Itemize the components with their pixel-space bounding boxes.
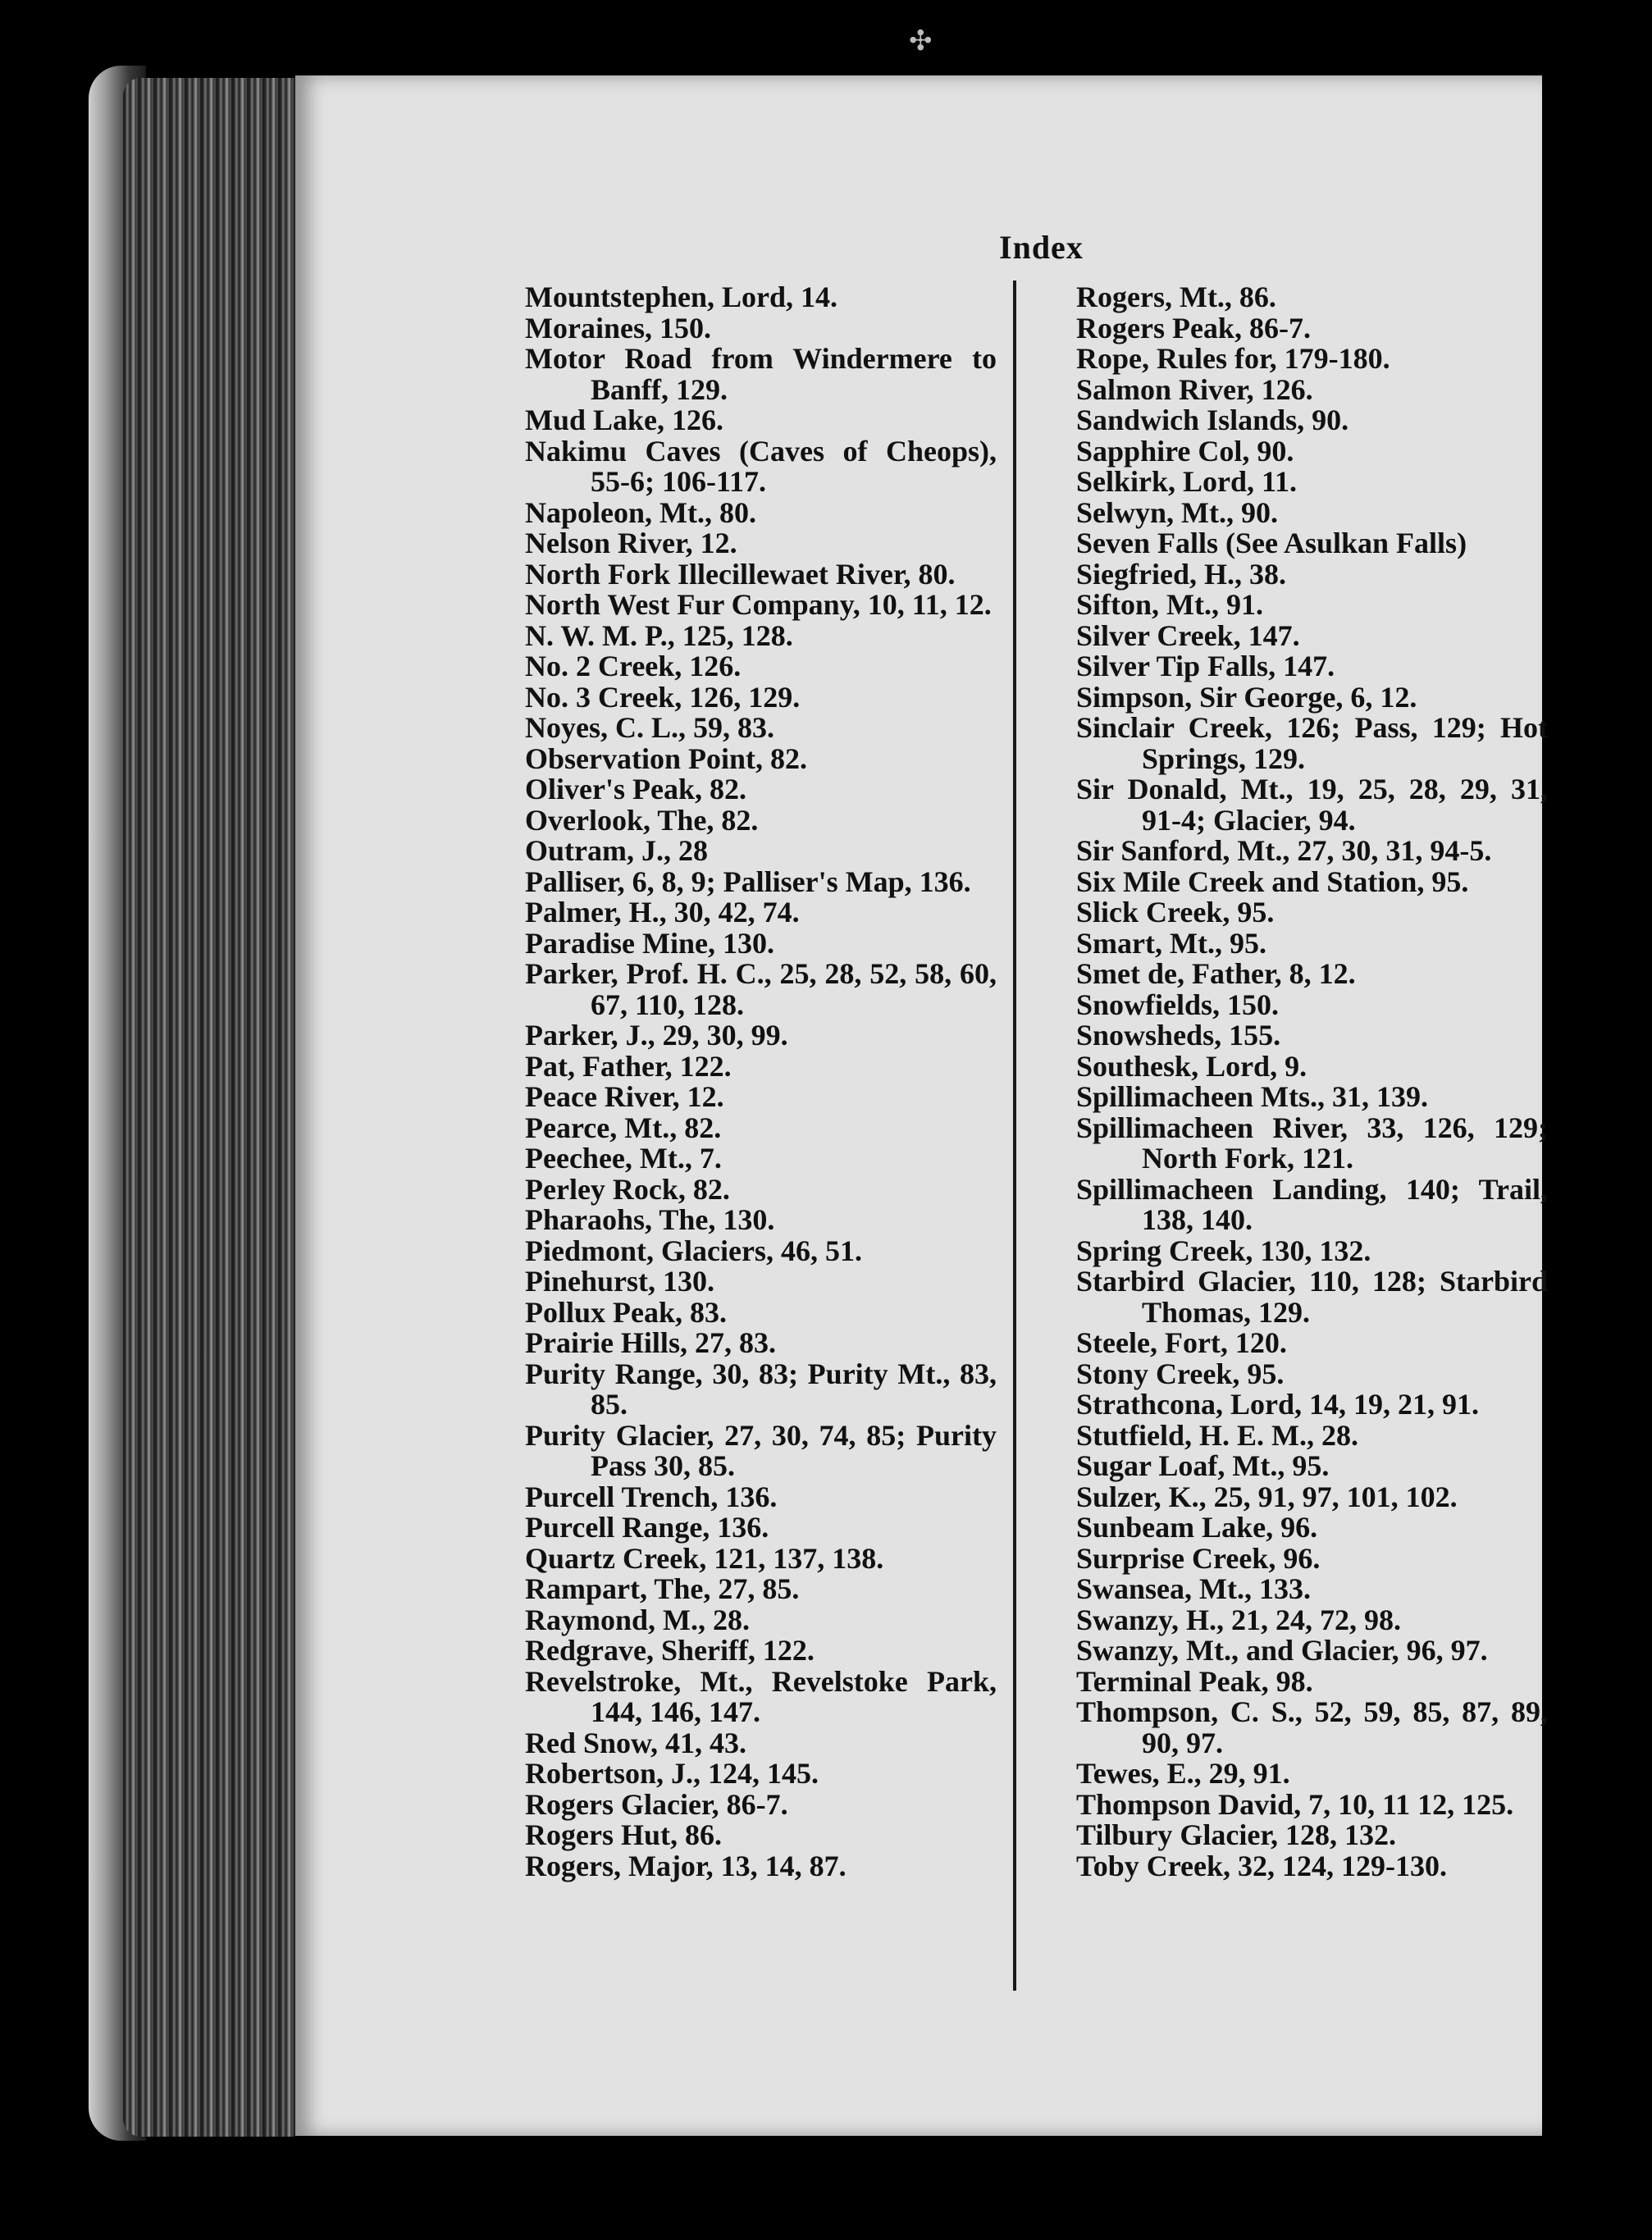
- index-entry: Paradise Mine, 130.: [525, 926, 774, 960]
- page-edges: [123, 78, 295, 2137]
- index-entry: Napoleon, Mt., 80.: [525, 495, 756, 529]
- index-entry: Purity Range, 30, 83; Purity Mt., 83, 85.: [525, 1357, 997, 1421]
- index-entry: Pat, Father, 122.: [525, 1049, 732, 1083]
- index-entry: Rope, Rules for, 179-180.: [1076, 342, 1390, 375]
- index-entry: Prairie Hills, 27, 83.: [525, 1326, 776, 1359]
- index-entry: Tewes, E., 29, 91.: [1076, 1757, 1290, 1790]
- index-entry: Steele, Fort, 120.: [1076, 1326, 1287, 1359]
- index-entry: Silver Creek, 147.: [1076, 618, 1300, 652]
- index-entry: Parker, Prof. H. C., 25, 28, 52, 58, 60, 67, 110, 128.: [525, 957, 997, 1021]
- index-entry: Slick Creek, 95.: [1076, 896, 1275, 928]
- index-entry: Spillimacheen River, 33, 126, 129; North Fork, 121.: [1076, 1111, 1548, 1175]
- index-entry: Swansea, Mt., 133.: [1076, 1572, 1311, 1605]
- index-entry: North West Fur Company, 10, 11, 12.: [525, 588, 992, 621]
- index-entry: Sandwich Islands, 90.: [1076, 404, 1349, 436]
- index-entry: Tilbury Glacier, 128, 132.: [1076, 1818, 1397, 1851]
- index-entry: Salmon River, 126.: [1076, 372, 1313, 406]
- column-divider: [1013, 281, 1016, 1991]
- index-entry: Rogers Hut, 86.: [525, 1818, 722, 1851]
- index-entry: Sir Sanford, Mt., 27, 30, 31, 94-5.: [1076, 834, 1492, 867]
- index-entry: Toby Creek, 32, 124, 129-130.: [1076, 1849, 1448, 1882]
- index-entry: Noyes, C. L., 59, 83.: [525, 711, 774, 744]
- index-entry: Spring Creek, 130, 132.: [1076, 1234, 1371, 1267]
- index-entry: Nakimu Caves (Caves of Cheops), 55-6; 106-117.: [525, 434, 997, 498]
- index-entry: Quartz Creek, 121, 137, 138.: [525, 1541, 884, 1575]
- index-entry: Mountstephen, Lord, 14.: [525, 281, 838, 313]
- index-entry: Sinclair Creek, 126; Pass, 129; Hot Springs, 129.: [1076, 711, 1548, 775]
- index-entry: Red Snow, 41, 43.: [525, 1726, 747, 1759]
- index-entry: Rogers Peak, 86-7.: [1076, 311, 1311, 344]
- index-entry: Moraines, 150.: [525, 311, 711, 344]
- index-entry: No. 2 Creek, 126.: [525, 650, 742, 682]
- index-entry: Piedmont, Glaciers, 46, 51.: [525, 1234, 862, 1267]
- index-entry: Sapphire Col, 90.: [1076, 434, 1294, 468]
- index-entry: Palliser, 6, 8, 9; Palliser's Map, 136.: [525, 865, 971, 898]
- index-entry: Seven Falls (See Asulkan Falls): [1076, 527, 1467, 559]
- index-entry: Redgrave, Sheriff, 122.: [525, 1634, 815, 1667]
- index-entry: Perley Rock, 82.: [525, 1172, 730, 1206]
- index-entry: Smet de, Father, 8, 12.: [1076, 957, 1356, 990]
- index-entry: Pollux Peak, 83.: [525, 1295, 728, 1329]
- index-entry: Sulzer, K., 25, 91, 97, 101, 102.: [1076, 1480, 1458, 1513]
- index-entry: Pearce, Mt., 82.: [525, 1111, 722, 1144]
- index-entry: Spillimacheen Landing, 140; Trail, 138, 140.: [1076, 1172, 1548, 1236]
- index-entry: Robertson, J., 124, 145.: [525, 1757, 819, 1790]
- index-entry: Smart, Mt., 95.: [1076, 926, 1266, 960]
- index-entry: Motor Road from Windermere to Banff, 129.: [525, 342, 997, 406]
- index-entry: Rampart, The, 27, 85.: [525, 1572, 800, 1605]
- index-entry: Spillimacheen Mts., 31, 139.: [1076, 1080, 1428, 1113]
- index-entry: Silver Tip Falls, 147.: [1076, 650, 1335, 682]
- index-entry: Rogers, Major, 13, 14, 87.: [525, 1849, 847, 1882]
- index-entry: Oliver's Peak, 82.: [525, 773, 746, 805]
- index-column-right: [1076, 282, 1548, 1882]
- index-entry: Snowfields, 150.: [1076, 988, 1280, 1021]
- index-entry: Sir Donald, Mt., 19, 25, 28, 29, 31, 91-4; Glacier, 94.: [1076, 773, 1548, 837]
- index-entry: Swanzy, H., 21, 24, 72, 98.: [1076, 1603, 1402, 1636]
- index-entry: Swanzy, Mt., and Glacier, 96, 97.: [1076, 1634, 1488, 1667]
- index-entry: Nelson River, 12.: [525, 527, 737, 559]
- index-entry: Raymond, M., 28.: [525, 1603, 751, 1636]
- index-entry: Sifton, Mt., 91.: [1076, 588, 1263, 621]
- index-entry: North Fork Illecillewaet River, 80.: [525, 557, 956, 591]
- index-entry: N. W. M. P., 125, 128.: [525, 618, 793, 652]
- index-entry: Siegfried, H., 38.: [1076, 557, 1286, 591]
- index-entry: Rogers, Mt., 86.: [1076, 281, 1276, 313]
- index-column-left: [525, 282, 997, 1882]
- index-entry: Sugar Loaf, Mt., 95.: [1076, 1449, 1330, 1482]
- index-entry: Thompson, C. S., 52, 59, 85, 87, 89, 90, 97.: [1076, 1695, 1548, 1759]
- index-entry: Six Mile Creek and Station, 95.: [1076, 865, 1469, 898]
- index-entry: Rogers Glacier, 86-7.: [525, 1787, 788, 1821]
- index-entry: Snowsheds, 155.: [1076, 1019, 1281, 1052]
- index-entry: Southesk, Lord, 9.: [1076, 1049, 1307, 1083]
- index-entry: Thompson David, 7, 10, 11 12, 125.: [1076, 1787, 1514, 1821]
- index-entry: Outram, J., 28: [525, 834, 708, 867]
- index-entry: Selkirk, Lord, 11.: [1076, 465, 1298, 498]
- index-entry: Sunbeam Lake, 96.: [1076, 1511, 1318, 1544]
- index-entry: Stutfield, H. E. M., 28.: [1076, 1418, 1359, 1452]
- index-entry: Surprise Creek, 96.: [1076, 1541, 1321, 1575]
- index-entry: Pharaohs, The, 130.: [525, 1203, 775, 1236]
- index-entry: Purcell Trench, 136.: [525, 1480, 778, 1513]
- index-entry: Strathcona, Lord, 14, 19, 21, 91.: [1076, 1388, 1480, 1421]
- index-entry: Stony Creek, 95.: [1076, 1357, 1285, 1390]
- index-entry: Parker, J., 29, 30, 99.: [525, 1019, 788, 1052]
- index-entry: Palmer, H., 30, 42, 74.: [525, 896, 800, 928]
- index-entry: Revelstroke, Mt., Revelstoke Park, 144, 146, 147.: [525, 1664, 997, 1728]
- index-entry: Simpson, Sir George, 6, 12.: [1076, 680, 1417, 714]
- index-entry: Purcell Range, 136.: [525, 1511, 769, 1544]
- page-title: Index: [999, 229, 1084, 266]
- index-entry: Peechee, Mt., 7.: [525, 1142, 722, 1175]
- index-entry: Starbird Glacier, 110, 128; Starbird Thomas, 129.: [1076, 1265, 1548, 1329]
- index-entry: Mud Lake, 126.: [525, 404, 724, 436]
- dust-speck: ✣: [909, 25, 933, 57]
- index-entry: Overlook, The, 82.: [525, 803, 759, 837]
- index-entry: Pinehurst, 130.: [525, 1265, 715, 1298]
- index-entry: Purity Glacier, 27, 30, 74, 85; Purity Pass 30, 85.: [525, 1418, 997, 1482]
- index-entry: No. 3 Creek, 126, 129.: [525, 680, 801, 714]
- index-entry: Observation Point, 82.: [525, 741, 808, 775]
- index-entry: Peace River, 12.: [525, 1080, 724, 1113]
- index-entry: Terminal Peak, 98.: [1076, 1664, 1313, 1698]
- index-entry: Selwyn, Mt., 90.: [1076, 495, 1278, 529]
